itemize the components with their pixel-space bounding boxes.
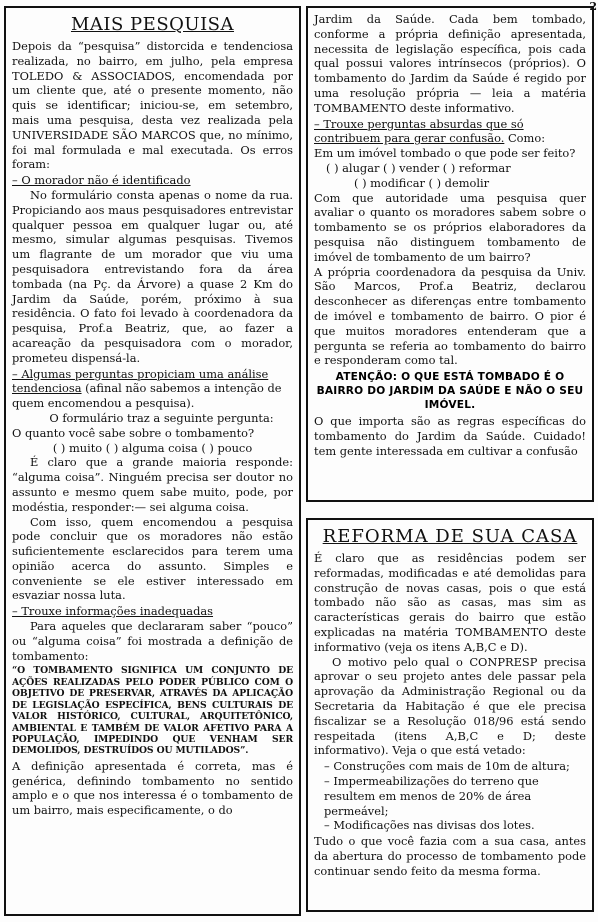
article-mais-pesquisa — [4, 6, 301, 916]
paragraph-regras: O que importa são as regras específicas do tombamento do Jardim da Saúde. Cuidado! tem gente interessada em cultivar a confusão — [314, 414, 586, 458]
list-item: – Construções com mais de 10m de altura; — [324, 759, 570, 774]
list-item: – Impermeabilizações do terreno que resultem em menos de 20% de área permeável; — [324, 773, 539, 818]
survey-question: O quanto você sabe sobre o tombamento? — [12, 425, 255, 440]
paragraph-coordenadora: A própria coordenadora da pesquisa da Univ. São Marcos, Prof.a Beatriz, declarou desconhecer as diferenças entre tombamento de imóvel e tombamento de bairro. O pior é que muitos moradores entenderam que a pergunta se referia ao tombamento do bairro e responderam como tal. — [314, 264, 586, 368]
article-title: REFORMA DE SUA CASA — [322, 526, 578, 547]
survey-options-line-2: ( ) modificar ( ) demolir — [354, 175, 490, 190]
attention-notice: ATENÇÃO: O QUE ESTÁ TOMBADO É O BAIRRO DO JARDIM DA SAÚDE E NÃO O SEU IMÓVEL. — [316, 371, 584, 412]
subheading-text: – O morador não é identificado — [12, 173, 191, 188]
definition-quote: “O TOMBAMENTO SIGNIFICA UM CONJUNTO DE AÇÕES REALIZADAS PELO PODER PÚBLICO COM O OBJETIVO DE PRESERVAR, ATRAVÉS DA APLICAÇÃO DE LEGISLAÇÃO ESPECÍFICA, BENS CULTURAIS DE VALOR HISTÓRICO, CULTURAL, ARQUITETÔNICO, AMBIENTAL E TAMBÉM DE VALOR AFETIVO PARA A POPULAÇÃO, IMPEDINDO QUE VENHAM SER DEMOLIDOS, DESTRUÍDOS OU MUTILADOS”. — [12, 665, 293, 757]
subheading-underlined: – Algumas perguntas propiciam uma análise tendenciosa — [12, 366, 269, 396]
paragraph-residencias: É claro que as residências podem ser reformadas, modificadas e até demolidas para construção de novas casas, pois o que está tombado não são as casas, mas sim as características gerais do bairro que estão explicadas na matéria TOMBAMENTO deste informativo (veja os itens A,B,C e D). — [314, 551, 586, 654]
paragraph-conpresp: O motivo pelo qual o CONPRESP precisa aprovar o seu projeto antes dele passar pela aprovação da Administração Regional ou da Secretaria da Habitação é que ele precisa fiscalizar se a Resolução 018/96 está sendo respeitada (itens A,B,C e D; deste informativo). Veja o que está vetado: — [314, 654, 586, 758]
subheading-informacoes — [12, 604, 293, 619]
survey-question: Em um imóvel tombado o que pode ser feito? — [314, 146, 576, 161]
paragraph-definicao: A definição apresentada é correta, mas é genérica, definindo tombamento no sentido amplo e o que nos interessa é o tombamento de um bairro, mais especificamente, o do — [12, 758, 293, 818]
paragraph-resposta: É claro que a grande maioria responde: “alguma coisa”. Ninguém precisa ser doutor no assunto e mesmo quem sabe muito, pode, por modéstia, responder:— sei alguma coisa. — [12, 455, 293, 514]
list-item: – Modificações nas divisas dos lotes. — [324, 818, 535, 833]
subheading-rest: Como: — [504, 131, 546, 146]
article-title: MAIS PESQUISA — [70, 14, 235, 35]
vetoed-list — [324, 759, 586, 833]
article-continuation — [306, 6, 594, 502]
subheading-rest: (afinal não sabemos a intenção de quem encomendou a pesquisa). — [12, 381, 282, 411]
paragraph-conclusao: Com isso, quem encomendou a pesquisa pode concluir que os moradores não estão suficientemente esclarecidos para terem uma opinião acerca do assunto. Simples e conveniente se ele estiver interessado em esvaziar nossa luta. — [12, 514, 293, 603]
paragraph-question-intro: O formulário traz a seguinte pergunta: — [49, 410, 274, 425]
subheading-perguntas — [12, 367, 293, 411]
subheading-morador — [12, 173, 293, 188]
subheading-text: – Trouxe informações inadequadas — [12, 604, 214, 619]
article-reforma — [306, 518, 594, 912]
paragraph-definicao-intro: Para aqueles que declararam saber “pouco” ou “alguma coisa” foi mostrada a definição de tombamento: — [12, 619, 293, 663]
paragraph-formulario: No formulário consta apenas o nome da rua. Propiciando aos maus pesquisadores entrevistar qualquer pessoa em qualquer lugar ou, até mesmo, simular algumas pesquisas. Tivemos um flagrante de um morador que viu uma pesquisadora entrevistando fora da área tombada (na Pç. da Árvore) a quase 2 Km do Jardim da Saúde, porém, próximo à sua residência. O fato foi levado à coordenadora da pesquisa, Prof.a Beatriz, que, ao fazer a acareação da pesquisadora com o morador, prometeu dispensá-la. — [12, 187, 293, 365]
intro-paragraph: Depois da “pesquisa” distorcida e tendenciosa realizada, no bairro, em julho, pela empresa TOLEDO & ASSOCIADOS, encomendada por um cliente que, até o presente momento, não quis se identificar; iniciou-se, em setembro, mais uma pesquisa, desta vez realizada pela UNIVERSIDADE SÃO MARCOS que, no mínimo, foi mal formulada e mal executada. Os erros foram: — [12, 39, 293, 172]
subheading-underlined: – Trouxe perguntas absurdas que só contribuem para gerar confusão. — [314, 116, 524, 146]
survey-options: ( ) muito ( ) alguma coisa ( ) pouco — [52, 440, 253, 455]
paragraph-autoridade: Com que autoridade uma pesquisa quer avaliar o quanto os moradores sabem sobre o tombamento se os próprios elaboradores da pesquisa não distinguem tombamento de imóvel de tombamento de um bairro? — [314, 190, 586, 264]
survey-options-line-1: ( ) alugar ( ) vender ( ) reformar — [326, 160, 511, 175]
page-number: 2 — [589, 0, 597, 13]
subheading-absurdas — [314, 117, 586, 147]
paragraph-final: Tudo o que você fazia com a sua casa, antes da abertura do processo de tombamento pode continuar sendo feito da mesma forma. — [314, 834, 586, 878]
paragraph-jardim: Jardim da Saúde. Cada bem tombado, conforme a própria definição apresentada, necessita de legislação específica, pois cada qual possui valores intrínsecos (próprios). O tombamento do Jardim da Saúde é regido por uma resolução própria — leia a matéria TOMBAMENTO deste informativo. — [314, 12, 586, 115]
